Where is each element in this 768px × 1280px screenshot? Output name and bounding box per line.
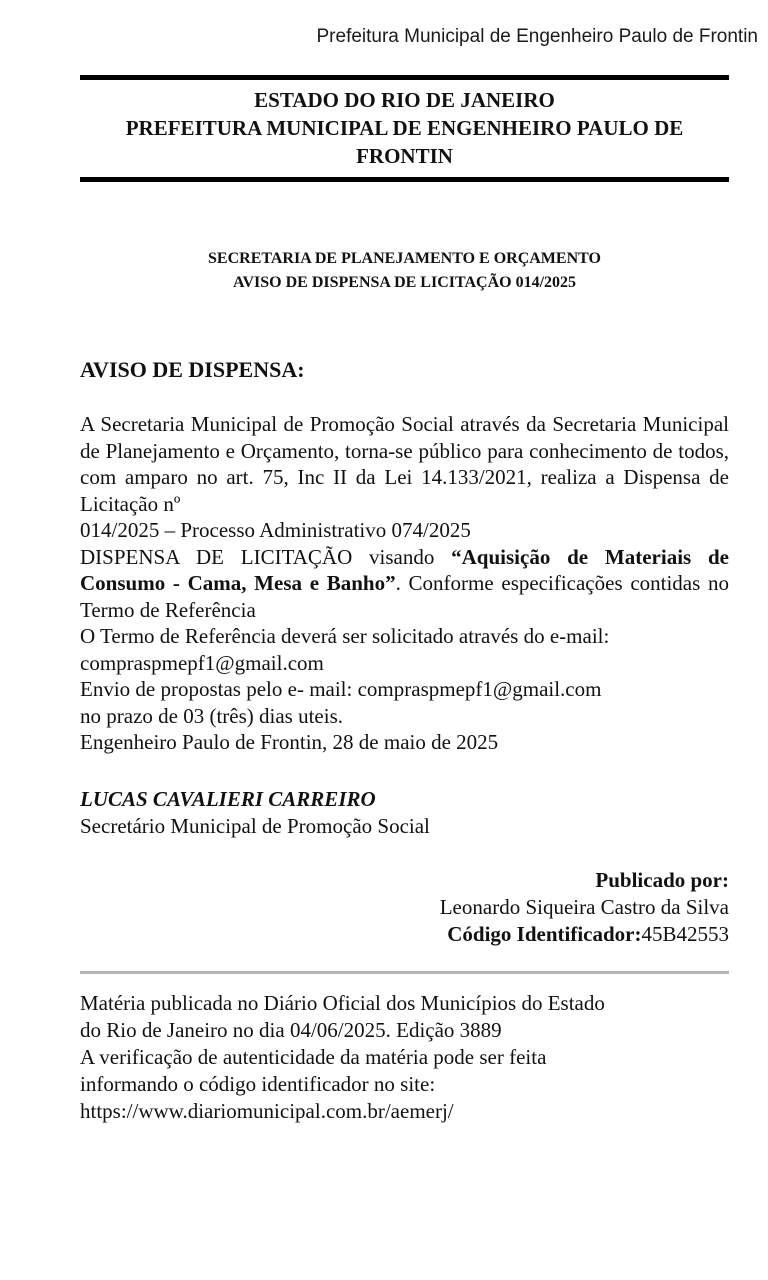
notice-number: AVISO DE DISPENSA DE LICITAÇÃO 014/2025 bbox=[232, 274, 577, 291]
publisher-name: Leonardo Siqueira Castro da Silva bbox=[439, 895, 729, 919]
department-heading bbox=[80, 247, 729, 295]
signer-role: Secretário Municipal de Promoção Social bbox=[80, 814, 430, 838]
termo-email: compraspmepf1@gmail.com bbox=[80, 650, 324, 675]
letterhead-top-rule bbox=[80, 75, 729, 80]
publisher-block bbox=[80, 867, 729, 948]
notice-paragraph-main: A Secretaria Municipal de Promoção Social através da Secretaria Municipal de Planejamento e Orçamento, torna-se público para conhecimento de todos, com amparo no art. 75, Inc II da Lei 14.133/2021, realiza a Dispensa de Licitação nº bbox=[80, 412, 729, 516]
identifier-code-label: Código Identificador: bbox=[447, 922, 642, 946]
letterhead bbox=[80, 86, 729, 170]
notice-process-line: 014/2025 – Processo Administrativo 074/2025 bbox=[80, 518, 471, 542]
deadline-line: no prazo de 03 (três) dias uteis. bbox=[80, 703, 344, 728]
dispensa-paragraph bbox=[80, 544, 729, 624]
dispensa-prefix: DISPENSA DE LICITAÇÃO visando bbox=[80, 544, 452, 569]
dispensa-suffix: . Conforme especificações contidas no Termo de Referência bbox=[80, 571, 729, 622]
identifier-code bbox=[80, 921, 729, 948]
footer-line-4: informando o código identificador no site: bbox=[80, 1072, 436, 1096]
department-name: SECRETARIA DE PLANEJAMENTO E ORÇAMENTO bbox=[208, 250, 601, 267]
letterhead-municipality-line2: FRONTIN bbox=[356, 144, 453, 168]
dispensa-object: “Aquisição de Materiais de Consumo - Cama, Mesa e Banho” bbox=[80, 544, 729, 595]
place-date: Engenheiro Paulo de Frontin, 28 de maio de 2025 bbox=[80, 730, 499, 754]
publication-footer bbox=[80, 990, 729, 1125]
footer-line-2: do Rio de Janeiro no dia 04/06/2025. Edição 3889 bbox=[80, 1018, 502, 1042]
footer-line-3: A verificação de autenticidade da matéria pode ser feita bbox=[80, 1045, 547, 1069]
verification-url: https://www.diariomunicipal.com.br/aemerj/ bbox=[80, 1099, 454, 1123]
footer-line-1: Matéria publicada no Diário Oficial dos Municípios do Estado bbox=[80, 991, 605, 1015]
signature-block bbox=[80, 786, 729, 840]
identifier-code-value: 45B42553 bbox=[641, 922, 729, 946]
signer-name: LUCAS CAVALIERI CARREIRO bbox=[80, 787, 376, 811]
notice-title: AVISO DE DISPENSA: bbox=[80, 357, 305, 382]
footer-divider bbox=[80, 971, 729, 974]
letterhead-bottom-rule bbox=[80, 177, 729, 182]
publisher-label: Publicado por: bbox=[595, 868, 729, 892]
running-header: Prefeitura Municipal de Engenheiro Paulo de Frontin bbox=[316, 26, 758, 47]
notice-body bbox=[80, 411, 729, 756]
termo-request: O Termo de Referência deverá ser solicitado através do e-mail: bbox=[80, 624, 610, 648]
proposals-line: Envio de propostas pelo e- mail: compraspmepf1@gmail.com bbox=[80, 677, 602, 701]
letterhead-municipality-line1: PREFEITURA MUNICIPAL DE ENGENHEIRO PAULO DE bbox=[125, 116, 684, 140]
letterhead-state: ESTADO DO RIO DE JANEIRO bbox=[254, 88, 555, 112]
